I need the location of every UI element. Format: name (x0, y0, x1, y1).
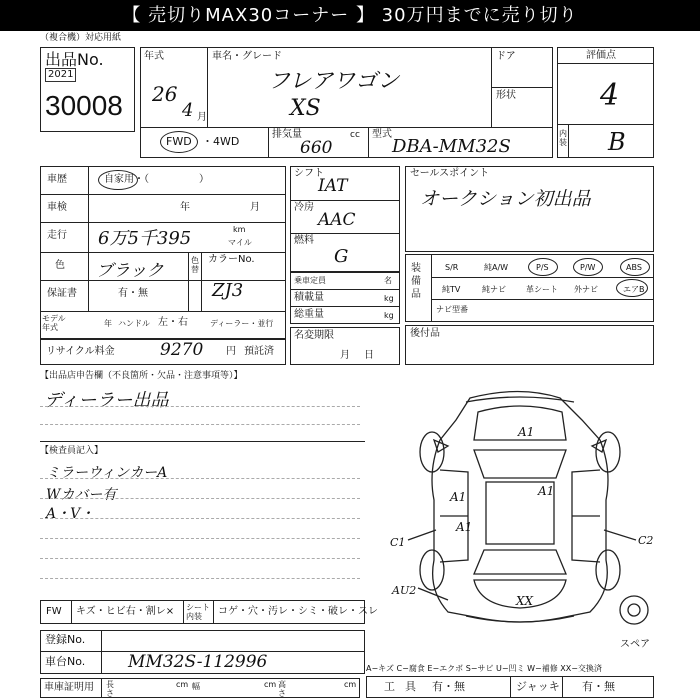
dim-width-label: 幅 (192, 682, 200, 691)
model-year-label: モデル年式 (42, 314, 66, 332)
displacement-unit: cc (350, 130, 360, 140)
interior-label: 内装 (559, 129, 567, 147)
inspector-line-1: ミラーウィンカーA (46, 465, 168, 481)
inspector-label: 【検査員記入】 (40, 446, 104, 456)
jack-options: 有・無 (582, 680, 615, 693)
equip-pure-navi: 純ナビ (482, 285, 506, 294)
gross-unit: kg (384, 311, 394, 320)
load-unit: kg (384, 294, 394, 303)
inspection-label: 車検 (47, 202, 67, 213)
recycle-label: リサイクル料金 (46, 346, 115, 357)
reg-label: 登録No. (45, 633, 86, 646)
garage-cert-label: 車庫証明用 (44, 682, 94, 693)
score-exterior: 4 (600, 78, 620, 113)
inspector-line-2: Wカバー有 (46, 487, 117, 503)
name-change-label: 名変期限 (294, 330, 334, 341)
seat-label: シート内装 (186, 603, 210, 621)
name-change-unit: 月日 (340, 350, 388, 361)
seat-text: コゲ・穴・汚レ・シミ・破レ・スレ (218, 606, 378, 617)
equip-ps: P/S (536, 263, 549, 272)
load-label: 積載量 (294, 292, 324, 303)
mark-left-side: C1 (390, 536, 406, 549)
shape-label: 形状 (496, 90, 516, 101)
mark-left-rear-door: A1 (456, 520, 473, 534)
score-interior: B (608, 128, 626, 156)
jack-label: ジャッキ (516, 680, 560, 693)
passengers-label: 乗車定員 (294, 276, 326, 285)
fuel-value: G (334, 246, 349, 267)
color-no-value: ZJ3 (212, 280, 244, 301)
shift-value: IAT (318, 176, 348, 196)
km-unit: km (233, 225, 246, 234)
color-no-label: カラーNo. (208, 254, 255, 265)
ac-value: AAC (318, 210, 356, 230)
color-value: ブラック (96, 261, 164, 281)
door-label: ドア (496, 51, 516, 62)
mark-hood: A1 (518, 425, 535, 439)
recycle-note: 預託済 (244, 346, 274, 357)
displacement-value: 660 (300, 138, 333, 158)
inspection-year-unit: 年 (180, 202, 190, 213)
dim-length-label: 長さ (106, 680, 114, 698)
equip-abs: ABS (626, 263, 642, 272)
tools-options: 有・無 (432, 680, 465, 693)
dim-height-label: 高さ (278, 680, 286, 698)
warranty-label: 保証書 (47, 288, 77, 299)
drive-2wd: FWD (166, 135, 192, 148)
drive-4wd: ・4WD (202, 135, 240, 148)
displacement-label: 排気量 (272, 129, 302, 140)
color-change-label: 色替 (191, 256, 199, 274)
model-code: DBA-MM32S (392, 136, 511, 157)
top-note: （複合機）対応用紙 (40, 33, 122, 43)
equip-sr: S/R (445, 263, 459, 272)
lot-number: 30008 (45, 90, 123, 121)
record-options: 自家用・（ ） (104, 174, 209, 185)
gross-label: 総重量 (294, 309, 324, 320)
sales-point-label: セールスポイント (410, 168, 490, 179)
sales-point-text: オークション初出品 (420, 188, 591, 210)
mark-rear-bumper: AU2 (392, 584, 417, 597)
navi-model-label: ナビ型番 (436, 305, 468, 314)
after-parts-label: 後付品 (410, 328, 440, 339)
damage-legend: A−キズ C−腐食 E−エクボ S−サビ U−凹ミ W−補修 XX−交換済 (366, 664, 602, 673)
spare-label: スペア (620, 639, 650, 650)
handle-options: 左・右 (158, 317, 188, 328)
vehicle-grade: XS (290, 96, 321, 121)
chassis-label: 車台No. (45, 655, 86, 668)
record-label: 車歴 (47, 174, 67, 185)
mark-right-side: C2 (638, 534, 654, 547)
mileage-value: 6万5千395 (98, 228, 192, 249)
fw-text: キズ・ヒビ右・割レ× (76, 606, 175, 617)
year-value: 26 (152, 82, 178, 106)
model-year-unit: 年 (104, 319, 112, 328)
warranty-options: 有・無 (118, 288, 148, 299)
color-label: 色 (55, 260, 65, 271)
equip-pure-aw: 純A/W (484, 263, 509, 272)
month-unit: 月 (197, 112, 207, 123)
chassis-value: MM32S-112996 (128, 652, 268, 672)
mile-unit: マイル (228, 238, 252, 247)
score-label: 評価点 (586, 50, 616, 61)
recycle-amount: 9270 (160, 340, 204, 360)
equipment-label: 装備品 (411, 263, 421, 300)
lot-label: 出品No. (45, 50, 104, 69)
shift-label: シフト (294, 168, 324, 179)
tools-label: 工具 (384, 680, 426, 693)
inspector-line-3: A・V・ (46, 506, 95, 522)
report-text: ディーラー出品 (44, 390, 169, 411)
model-label: 型式 (372, 129, 392, 140)
ac-label: 冷房 (294, 202, 314, 213)
mileage-label: 走行 (47, 230, 67, 241)
equip-aftermarket-navi: 外ナビ (574, 285, 598, 294)
month-value: 4 (182, 100, 194, 121)
report-label: 【出品店申告欄（不良箇所・欠品・注意事項等）】 (40, 371, 243, 381)
fuel-label: 燃料 (294, 235, 314, 246)
dim-width-unit: cm (264, 680, 277, 689)
handle-label: ハンドル (118, 319, 150, 328)
year-label: 年式 (144, 51, 164, 62)
fw-label: FW (46, 606, 62, 617)
corner-banner: 【 売切りMAX30コーナー 】 30万円までに売り切り (0, 0, 700, 31)
equip-leather-seat: 革シート (526, 285, 558, 294)
equip-pure-tv: 純TV (442, 285, 461, 294)
vehicle-name: フレアワゴン (268, 69, 400, 94)
recycle-unit: 円 (226, 346, 236, 357)
dealer-label: ディーラー・並行 (210, 319, 274, 328)
lot-year-stamp: 2021 (45, 68, 76, 82)
name-grade-label: 車名・グレード (212, 51, 282, 62)
dim-height-unit: cm (344, 680, 357, 689)
mark-roof: A1 (538, 484, 555, 498)
mark-left-front-door: A1 (450, 490, 467, 504)
dim-length-unit: cm (176, 680, 189, 689)
equip-pw: P/W (580, 263, 596, 272)
mark-rear: XX (516, 594, 534, 608)
passengers-unit: 名 (384, 276, 392, 285)
equip-airbag: エアB (623, 285, 645, 294)
inspection-month-unit: 月 (250, 202, 260, 213)
